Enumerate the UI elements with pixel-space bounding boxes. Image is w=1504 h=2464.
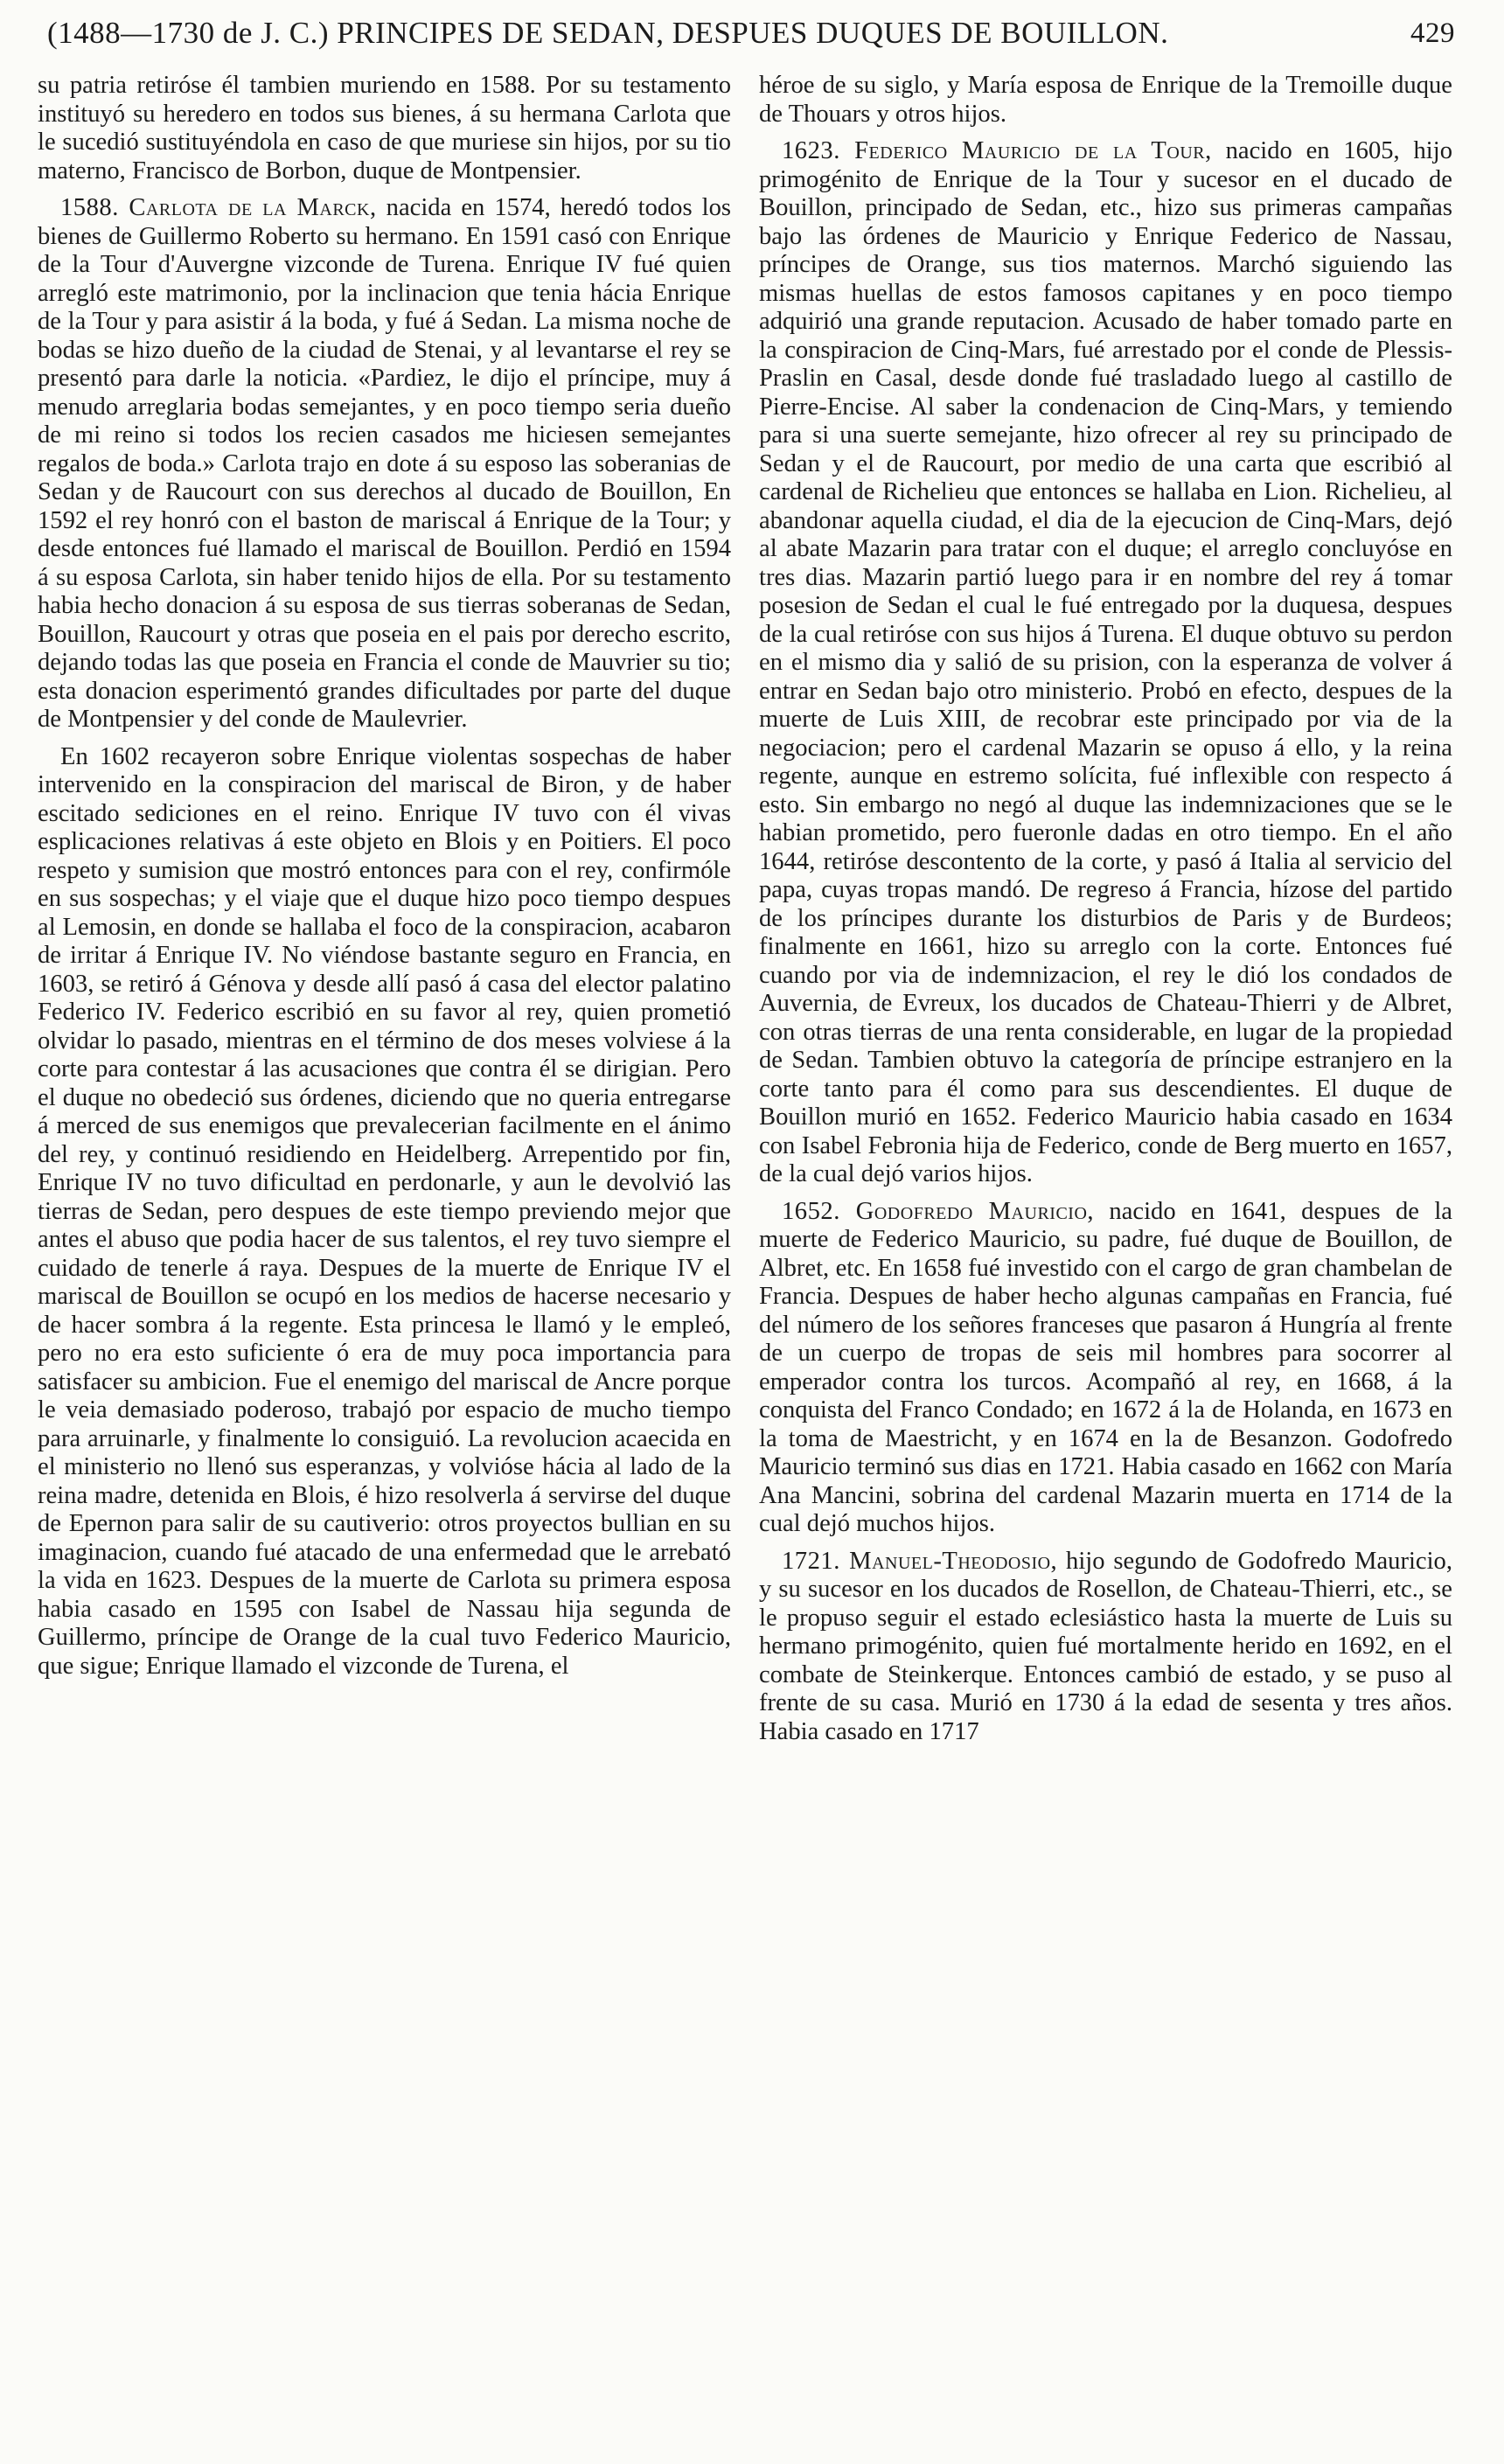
entry-heading: 1623. Federico Mauricio de la Tour, (782, 137, 1212, 164)
left-column (38, 72, 731, 2441)
entry-paragraph (38, 194, 731, 734)
entry-body: nacido en 1641, despues de la muerte de Federico Mauricio, su padre, fué duque de Bouillon, de Albret, etc. En 1658 fué investido con el cargo de gran chambelan de Francia. Despues de haber hecho algunas campañas en Francia, fué del número de los señores franceses que pasaron á Hungría al frente de un cuerpo de tropas de seis mil hombres para socorrer al emperador contra los turcos. Acompañó al rey, en 1668, á la conquista del Franco Condado; en 1672 á la de Holanda, en 1673 en la toma de Maestricht, y en 1674 en la de Besanzon. Godofredo Mauricio terminó sus dias en 1721. Habia casado en 1662 con María Ana Mancini, sobrina del cardenal Mazarin muerta en 1714 de la cual dejó muchos hijos. (759, 1197, 1452, 1537)
paragraph: su patria retiróse él tambien muriendo en 1588. Por su testamento instituyó su heredero en todos sus bienes, á su hermana Carlota que le sucedió sustituyéndola en caso de que muriese sin hijos, por su tio materno, Francisco de Borbon, duque de Montpensier. (38, 72, 731, 184)
entry-heading: 1652. Godofredo Mauricio, (782, 1197, 1095, 1225)
paragraph: héroe de su siglo, y María esposa de Enrique de la Tremoille duque de Thouars y otros hijos. (759, 72, 1452, 128)
running-header (47, 10, 1455, 56)
entry-paragraph (759, 1548, 1452, 1747)
entry-body: hijo segundo de Godofredo Mauricio, y su sucesor en los ducados de Rosellon, de Chateau-Thierri, etc., se le propuso seguir el estado eclesiástico hasta la muerte de Luis su hermano primogénito, quien fué mortalmente herido en 1692, en el combate de Steinkerque. Entonces cambió de estado, y se puso al frente de su casa. Murió en 1730 á la edad de sesenta y tres años. Habia casado en 1717 (759, 1547, 1452, 1745)
running-title: (1488—1730 de J. C.) PRINCIPES DE SEDAN, DESPUES DUQUES DE BOUILLON. (47, 16, 1169, 50)
entry-paragraph (759, 1198, 1452, 1539)
paragraph: En 1602 recayeron sobre Enrique violentas sospechas de haber intervenido en la conspiracion del mariscal de Biron, y de haber escitado sediciones en el reino. Enrique IV tuvo con él vivas esplicaciones relativas á este objeto en Blois y en Poitiers. El poco respeto y sumision que mostró entonces para con el rey, confirmóle en sus sospechas; y el viaje que el duque hizo poco tiempo despues al Lemosin, en donde se hallaba el foco de la conspiracion, acabaron de irritar á Enrique IV. No viéndose bastante seguro en Francia, en 1603, se retiró á Génova y desde allí pasó á casa del elector palatino Federico IV. Federico escribió en su favor al rey, quien prometió olvidar lo pasado, mientras en el término de dos meses volviese á la corte para contestar á las acusaciones que contra él se dirigian. Pero el duque no obedeció sus órdenes, diciendo que no queria entregarse á merced de sus enemigos que prevalecerian facilmente en el ánimo del rey, y continuó residiendo en Heidelberg. Arrepentido por fin, Enrique IV no tuvo dificultad en perdonarle, y aun le devolvió las tierras de Sedan, pero despues de este tiempo previendo mejor que antes el abuso que podia hacer de sus talentos, el rey tuvo siempre el cuidado de tenerle á raya. Despues de la muerte de Enrique IV el mariscal de Bouillon se ocupó en los medios de hacerse necesario y de hacer sombra á la regente. Esta princesa le llamó y le empleó, pero no era esto suficiente ó era de muy poca importancia para satisfacer su ambicion. Fue el enemigo del mariscal de Ancre porque le veia demasiado poderoso, trabajó por espacio de mucho tiempo para arruinarle, y finalmente lo consiguió. La revolucion acaecida en el ministerio no llenó sus esperanzas, y volvióse hácia al lado de la reina madre, detenida en Blois, é hizo resolverla á servirse del duque de Epernon para salir de su cautiverio: otros proyectos bullian en su imaginacion, cuando fué atacado de una enfermedad que le arrebató la vida en 1623. Despues de la muerte de Carlota su primera esposa habia casado en 1595 con Isabel de Nassau hija segunda de Guillermo, príncipe de Orange de la cual tuvo Federico Mauricio, que sigue; Enrique llamado el vizconde de Turena, el (38, 742, 731, 1680)
entry-body: nacido en 1605, hijo primogénito de Enrique de la Tour y sucesor en el ducado de Bouillon, principado de Sedan, etc., hizo sus primeras campañas bajo las órdenes de Mauricio y Enrique Federico de Nassau, príncipes de Orange, sus tios maternos. Marchó siguiendo las mismas huellas de estos famosos capitanes y en poco tiempo adquirió una grande reputacion. Acusado de haber tomado parte en la conspiracion de Cinq-Mars, fué arrestado por el conde de Plessis-Praslin en Casal, desde donde fué trasladado luego al castillo de Pierre-Encise. Al saber la condenacion de Cinq-Mars, y temiendo para si una suerte semejante, hizo ofrecer al rey su principado de Sedan y el de Raucourt, por medio de una carta que escribió al cardenal de Richelieu que entonces se hallaba en Lion. Richelieu, al abandonar aquella ciudad, el dia de la ejecucion de Cinq-Mars, dejó al abate Mazarin para tratar con el duque; el arreglo concluyóse en tres dias. Mazarin partió luego para ir en nombre del rey á tomar posesion de Sedan el cual le fué entregado por la duquesa, despues de la cual retiróse con sus hijos á Turena. El duque obtuvo su perdon en el mismo dia y salió de su prision, con la esperanza de volver á entrar en Sedan bajo otro ministerio. Probó en efecto, despues de la muerte de Luis XIII, de recobrar este principado por via de la negociacion; pero el cardenal Mazarin se opuso á ello, y la reina regente, aunque en estremo solícita, fué inflexible con respecto á esto. Sin embargo no negó al duque las indemnizaciones que se le habian prometido, pero fueronle dadas en otro tiempo. En el año 1644, retiróse descontento de la corte, y pasó á Italia al servicio del papa, cuyas tropas mandó. De regreso á Francia, hízose del partido de los príncipes durante los disturbios de Paris y de Burdeos; finalmente en 1661, hizo su arreglo con la corte. Entonces fué cuando por via de indemnizacion, el rey le dió los condados de Auvernia, de Evreux, los ducados de Chateau-Thierri y de Albret, con otras tierras de una renta considerable, en lugar de la propiedad de Sedan. Tambien obtuvo la categoría de príncipe estranjero en la corte tanto para él como para sus descendientes. El duque de Bouillon murió en 1652. Federico Mauricio habia casado en 1634 con Isabel Febronia hija de Federico, conde de Berg muerto en 1657, de la cual dejó varios hijos. (759, 137, 1452, 1187)
page-number: 429 (1410, 17, 1455, 49)
right-column (759, 72, 1452, 2441)
entry-heading: 1721. Manuel-Theodosio, (782, 1547, 1058, 1575)
entry-body: nacida en 1574, heredó todos los bienes de Guillermo Roberto su hermano. En 1591 casó con Enrique de la Tour d'Auvergne vizconde de Turena. Enrique IV fué quien arregló este matrimonio, por la inclinacion que tenia hácia Enrique de la Tour y para asistir á la boda, y fué á Sedan. La misma noche de bodas se hizo dueño de la ciudad de Stenai, y al levantarse el rey se presentó para darle la noticia. «Pardiez, le dijo el príncipe, muy á menudo arreglaria bodas semejantes, y en poco tiempo seria dueño de mi reino si todos los recien casados me hiciesen semejantes regalos de boda.» Carlota trajo en dote á su esposo las soberanias de Sedan y de Raucourt con sus derechos al ducado de Bouillon, En 1592 el rey honró con el baston de mariscal á Enrique de la Tour; y desde entonces fué llamado el mariscal de Bouillon. Perdió en 1594 á su esposa Carlota, sin haber tenido hijos de ella. Por su testamento habia hecho donacion á su esposa de sus tierras soberanas de Sedan, Bouillon, Raucourt y otras que poseia en el pais por derecho escrito, dejando todas las que poseia en Francia el conde de Mauvrier su tio; esta donacion esperimentó grandes dificultades por parte del duque de Montpensier y del conde de Maulevrier. (38, 194, 731, 733)
entry-paragraph (759, 137, 1452, 1189)
entry-heading: 1588. Carlota de la Marck, (60, 194, 377, 221)
